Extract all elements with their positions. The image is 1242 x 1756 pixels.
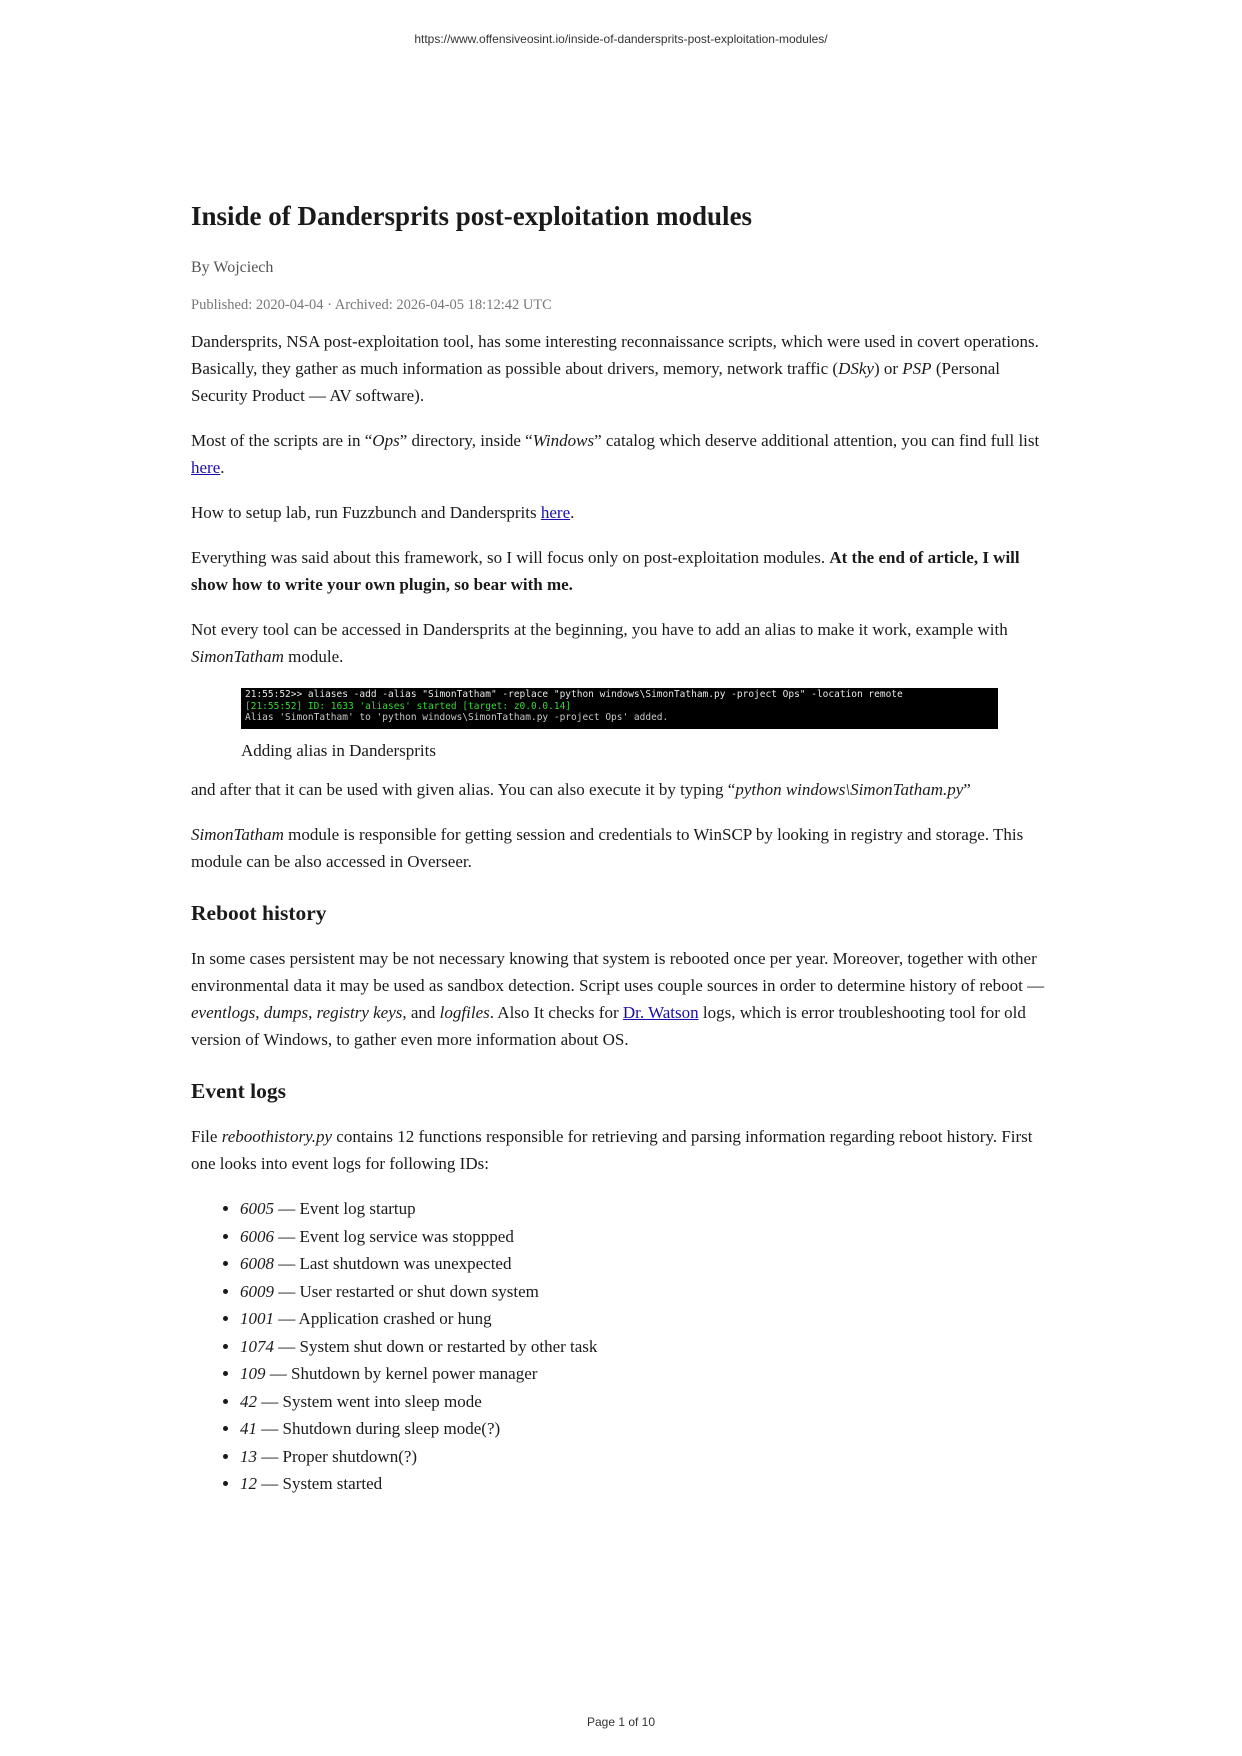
figure-caption: Adding alias in Dandersprits [241,741,436,760]
scripts-location-paragraph: Most of the scripts are in “Ops” directory, inside “Windows” catalog which deserve additional attention, you can find full list here. [191,431,1040,477]
article [191,196,1053,1498]
list-item: • 13 — Proper shutdown(?) [240,1443,1053,1471]
list-item: • 1001 — Application crashed or hung [240,1305,1053,1333]
list-item: • 6005 — Event log startup [240,1195,1053,1223]
list-item: • 6006 — Event log service was stoppped [240,1223,1053,1251]
alias-paragraph: Not every tool can be accessed in Dandersprits at the beginning, you have to add an alias to make it work, example with SimonTatham module. [191,620,1008,666]
reboot-history-paragraph: In some cases persistent may be not necessary knowing that system is rebooted once per year. Moreover, together with other environmental data it may be used as sandbox detection. Script uses couple sources in order to determine history of reboot — eventlogs, dumps, registry keys, and logfiles. Also It checks for Dr. Watson logs, which is error troubleshooting tool for old version of Windows, to gather even more information about OS. [191,949,1045,1049]
lab-setup-link[interactable]: here [540,503,571,522]
list-item: • 109 — Shutdown by kernel power manager [240,1360,1053,1388]
page-number: Page 1 of 10 [586,1715,656,1729]
terminal-line-command: 21:55:52>> aliases -add -alias "SimonTatham" -replace "python windows\SimonTatham.py -project Ops" -location remote [245,689,903,700]
event-id-list [191,1195,1053,1498]
article-title: Inside of Dandersprits post-exploitation modules [191,201,753,231]
focus-paragraph: Everything was said about this framework, so I will focus only on post-exploitation modules. At the end of article, I will show how to write your own plugin, so bear with me. [191,548,1020,594]
list-item: • 6009 — User restarted or shut down system [240,1278,1053,1306]
dr-watson-link[interactable]: Dr. Watson [622,1003,699,1022]
list-item: • 41 — Shutdown during sleep mode(?) [240,1415,1053,1443]
article-meta: Published: 2020-04-04 · Archived: 2026-04-05 18:12:42 UTC [191,297,552,313]
page-url: https://www.offensiveosint.io/inside-of-dandersprits-post-exploitation-modules/ [414,32,828,46]
lab-setup-paragraph: How to setup lab, run Fuzzbunch and Dandersprits here. [191,503,575,522]
terminal-line-started: [21:55:52] ID: 1633 'aliases' started [target: z0.0.0.14] [245,700,572,712]
terminal-screenshot [241,688,998,729]
list-item: • 12 — System started [240,1470,1053,1498]
list-item: • 42 — System went into sleep mode [240,1388,1053,1416]
event-logs-heading: Event logs [191,1079,286,1103]
list-item: • 1074 — System shut down or restarted by other task [240,1333,1053,1361]
intro-paragraph: Dandersprits, NSA post-exploitation tool, has some interesting reconnaissance scripts, which were used in covert operations. Basically, they gather as much information as possible about drivers, memory, network traffic (DSky) or PSP (Personal Security Product — AV software). [191,332,1039,405]
simontatham-paragraph: SimonTatham module is responsible for getting session and credentials to WinSCP by looking in registry and storage. This module can be also accessed in Overseer. [191,825,1024,871]
alias-figure [191,688,1053,764]
event-logs-paragraph: File reboothistory.py contains 12 functions responsible for retrieving and parsing information regarding reboot history. First one looks into event logs for following IDs: [191,1127,1033,1173]
full-list-link[interactable]: here [191,458,221,477]
list-item: • 6008 — Last shutdown was unexpected [240,1250,1053,1278]
reboot-history-heading: Reboot history [191,901,327,925]
terminal-line-added: Alias 'SimonTatham' to 'python windows\SimonTatham.py -project Ops' added. [245,712,669,723]
alias-usage-paragraph: and after that it can be used with given alias. You can also execute it by typing “python windows\SimonTatham.py” [191,780,971,799]
article-byline: By Wojciech [191,259,274,276]
